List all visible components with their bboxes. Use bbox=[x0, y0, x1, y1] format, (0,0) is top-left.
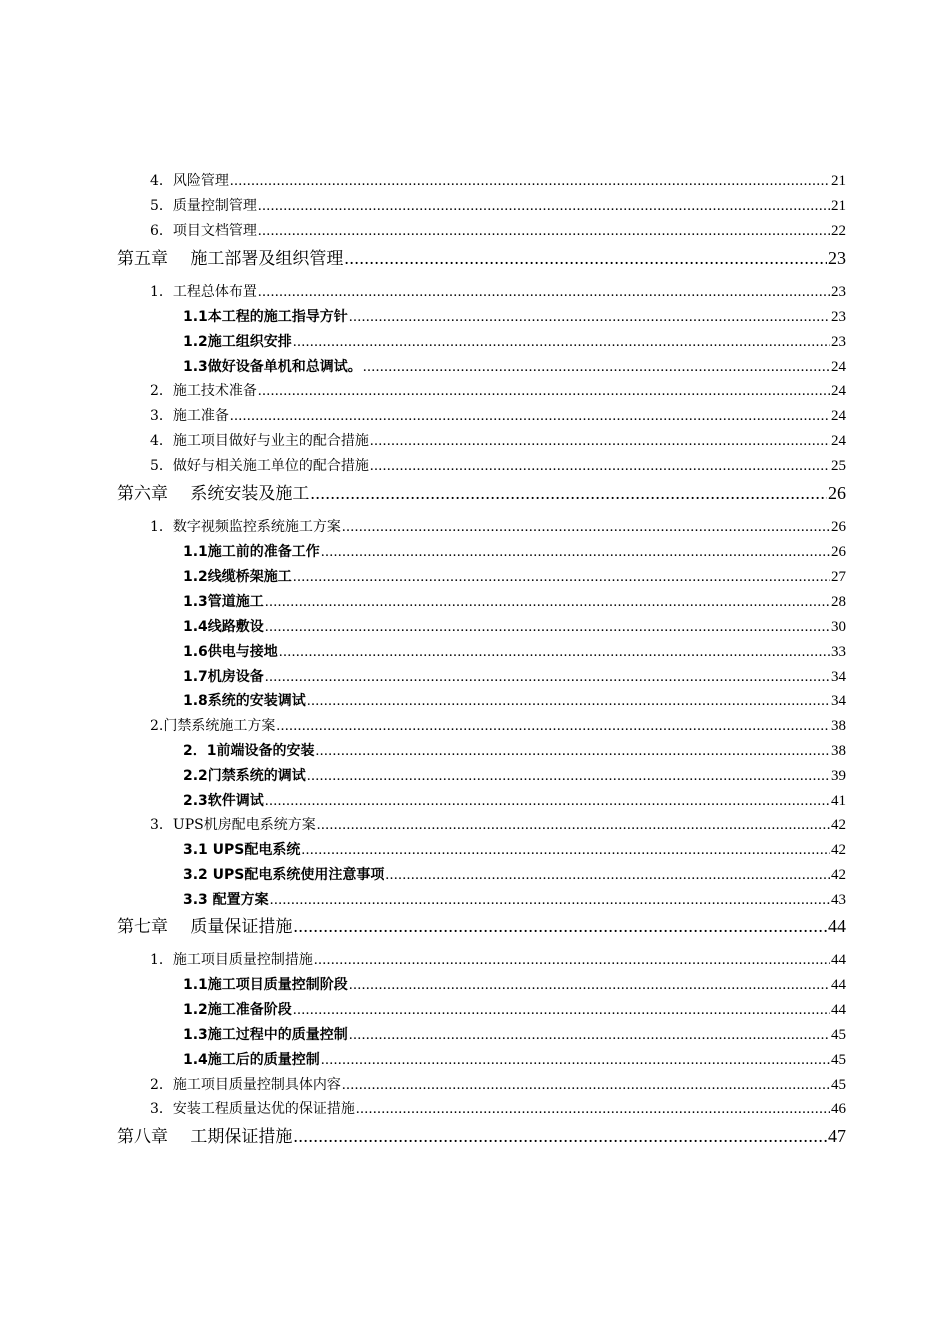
toc-subsection-entry[interactable] bbox=[183, 765, 846, 787]
toc-entry-label: 1.4线路敷设 bbox=[183, 619, 264, 635]
toc-entry-label: 1.1本工程的施工指导方针 bbox=[183, 309, 348, 325]
toc-page-number: 34 bbox=[831, 669, 846, 685]
toc-dot-leader bbox=[310, 483, 827, 504]
toc-dot-leader bbox=[293, 916, 827, 937]
toc-entry-label: 1.2线缆桥架施工 bbox=[183, 569, 292, 585]
toc-page-number: 23 bbox=[831, 334, 846, 350]
toc-page-number: 21 bbox=[831, 173, 846, 189]
toc-section-entry[interactable] bbox=[150, 380, 846, 402]
toc-entry-label: 2．施工技术准备 bbox=[150, 383, 257, 399]
toc-dot-leader bbox=[293, 334, 830, 351]
toc-entry-label: 5．做好与相关施工单位的配合措施 bbox=[150, 458, 369, 474]
toc-page-number: 41 bbox=[831, 793, 846, 809]
toc-page-number: 47 bbox=[828, 1126, 846, 1146]
toc-subsection-entry[interactable] bbox=[183, 740, 846, 762]
toc-dot-leader bbox=[270, 892, 830, 909]
toc-entry-label: 第八章 工期保证措施 bbox=[117, 1127, 293, 1147]
toc-chapter-entry[interactable] bbox=[117, 1122, 846, 1148]
toc-section-entry[interactable] bbox=[150, 814, 846, 836]
toc-dot-leader bbox=[301, 842, 830, 859]
toc-dot-leader bbox=[293, 1126, 827, 1147]
toc-subsection-entry[interactable] bbox=[183, 541, 846, 563]
toc-section-entry[interactable] bbox=[150, 949, 846, 971]
toc-section-entry[interactable] bbox=[150, 405, 846, 427]
toc-page-number: 42 bbox=[831, 817, 846, 833]
toc-chapter-entry[interactable] bbox=[117, 244, 846, 270]
toc-page-number: 24 bbox=[831, 433, 846, 449]
toc-page-number: 38 bbox=[831, 718, 846, 734]
toc-dot-leader bbox=[356, 1101, 830, 1118]
toc-subsection-entry[interactable] bbox=[183, 790, 846, 812]
toc-entry-label: 2.3软件调试 bbox=[183, 793, 264, 809]
toc-chapter-entry[interactable] bbox=[117, 479, 846, 505]
toc-entry-label: 1.3做好设备单机和总调试。 bbox=[183, 359, 362, 375]
toc-page-number: 45 bbox=[831, 1027, 846, 1043]
toc-dot-leader bbox=[321, 1052, 830, 1069]
toc-entry-label: 3．施工准备 bbox=[150, 408, 229, 424]
toc-dot-leader bbox=[265, 619, 830, 636]
toc-dot-leader bbox=[258, 284, 830, 301]
toc-page-number: 42 bbox=[831, 842, 846, 858]
toc-dot-leader bbox=[363, 359, 830, 376]
toc-entry-label: 4．施工项目做好与业主的配合措施 bbox=[150, 433, 369, 449]
toc-section-entry[interactable] bbox=[150, 1074, 846, 1096]
toc-chapter-entry[interactable] bbox=[117, 912, 846, 938]
toc-section-entry[interactable] bbox=[150, 430, 846, 452]
toc-subsection-entry[interactable] bbox=[183, 999, 846, 1021]
toc-page-number: 39 bbox=[831, 768, 846, 784]
toc-dot-leader bbox=[293, 569, 830, 586]
toc-entry-label: 3．UPS机房配电系统方案 bbox=[150, 817, 316, 833]
toc-entry-label: 第六章 系统安装及施工 bbox=[117, 484, 310, 504]
toc-page-number: 30 bbox=[831, 619, 846, 635]
toc-page-number: 22 bbox=[831, 223, 846, 239]
toc-entry-label: 3.2 UPS配电系统使用注意事项 bbox=[183, 867, 385, 883]
toc-entry-label: 第七章 质量保证措施 bbox=[117, 917, 293, 937]
toc-dot-leader bbox=[349, 309, 830, 326]
toc-dot-leader bbox=[258, 383, 830, 400]
toc-dot-leader bbox=[265, 669, 830, 686]
toc-entry-label: 1．施工项目质量控制措施 bbox=[150, 952, 313, 968]
toc-entry-label: 1.4施工后的质量控制 bbox=[183, 1052, 320, 1068]
toc-page-number: 34 bbox=[831, 693, 846, 709]
toc-entry-label: 1.3管道施工 bbox=[183, 594, 264, 610]
toc-entry-label: 3．安装工程质量达优的保证措施 bbox=[150, 1101, 355, 1117]
toc-page-number: 33 bbox=[831, 644, 846, 660]
toc-page-number: 28 bbox=[831, 594, 846, 610]
toc-subsection-entry[interactable] bbox=[183, 864, 846, 886]
toc-dot-leader bbox=[344, 248, 827, 269]
toc-subsection-entry[interactable] bbox=[183, 690, 846, 712]
toc-section-entry[interactable] bbox=[150, 455, 846, 477]
toc-page-number: 44 bbox=[828, 916, 846, 936]
toc-page-number: 26 bbox=[831, 519, 846, 535]
toc-dot-leader bbox=[258, 198, 830, 215]
toc-entry-label: 6．项目文档管理 bbox=[150, 223, 257, 239]
toc-dot-leader bbox=[370, 433, 830, 450]
toc-section-entry[interactable] bbox=[150, 1098, 846, 1120]
toc-subsection-entry[interactable] bbox=[183, 566, 846, 588]
toc-subsection-entry[interactable] bbox=[183, 641, 846, 663]
toc-subsection-entry[interactable] bbox=[183, 839, 846, 861]
toc-dot-leader bbox=[293, 1002, 830, 1019]
toc-dot-leader bbox=[265, 594, 830, 611]
toc-dot-leader bbox=[265, 793, 830, 810]
toc-dot-leader bbox=[321, 544, 830, 561]
toc-entry-label: 1.7机房设备 bbox=[183, 669, 264, 685]
toc-page-number: 21 bbox=[831, 198, 846, 214]
toc-page-number: 46 bbox=[831, 1101, 846, 1117]
toc-dot-leader bbox=[349, 1027, 830, 1044]
toc-section-entry[interactable] bbox=[150, 715, 846, 737]
toc-page-number: 24 bbox=[831, 359, 846, 375]
toc-page-number: 23 bbox=[831, 284, 846, 300]
toc-page-number: 38 bbox=[831, 743, 846, 759]
toc-page-number: 26 bbox=[828, 483, 846, 503]
toc-dot-leader bbox=[279, 644, 830, 661]
toc-entry-label: 2.门禁系统施工方案 bbox=[150, 718, 276, 734]
toc-subsection-entry[interactable] bbox=[183, 306, 846, 328]
toc-subsection-entry[interactable] bbox=[183, 666, 846, 688]
toc-entry-label: 1.1施工项目质量控制阶段 bbox=[183, 977, 348, 993]
toc-subsection-entry[interactable] bbox=[183, 331, 846, 353]
toc-page-number: 45 bbox=[831, 1077, 846, 1093]
toc-subsection-entry[interactable] bbox=[183, 889, 846, 911]
toc-dot-leader bbox=[307, 768, 830, 785]
toc-entry-label: 5．质量控制管理 bbox=[150, 198, 257, 214]
toc-subsection-entry[interactable] bbox=[183, 974, 846, 996]
toc-page-number: 43 bbox=[831, 892, 846, 908]
toc-dot-leader bbox=[342, 519, 830, 536]
toc-page-number: 25 bbox=[831, 458, 846, 474]
toc-dot-leader bbox=[276, 718, 830, 735]
toc-section-entry[interactable] bbox=[150, 195, 846, 217]
toc-subsection-entry[interactable] bbox=[183, 591, 846, 613]
toc-page-number: 23 bbox=[831, 309, 846, 325]
toc-page-number: 27 bbox=[831, 569, 846, 585]
toc-dot-leader bbox=[315, 743, 830, 760]
toc-page-number: 26 bbox=[831, 544, 846, 560]
toc-section-entry[interactable] bbox=[150, 516, 846, 538]
toc-dot-leader bbox=[258, 223, 830, 240]
toc-entry-label: 1.6供电与接地 bbox=[183, 644, 278, 660]
toc-entry-label: 1.1施工前的准备工作 bbox=[183, 544, 320, 560]
toc-entry-label: 2．1前端设备的安装 bbox=[183, 743, 315, 759]
toc-entry-label: 2．施工项目质量控制具体内容 bbox=[150, 1077, 341, 1093]
toc-page-number: 42 bbox=[831, 867, 846, 883]
toc-subsection-entry[interactable] bbox=[183, 1024, 846, 1046]
toc-page-number: 44 bbox=[831, 952, 846, 968]
toc-dot-leader bbox=[317, 817, 830, 834]
toc-entry-label: 3.1 UPS配电系统 bbox=[183, 842, 301, 858]
toc-entry-label: 3.3 配置方案 bbox=[183, 892, 269, 908]
toc-dot-leader bbox=[370, 458, 830, 475]
toc-entry-label: 1.2施工准备阶段 bbox=[183, 1002, 292, 1018]
toc-entry-label: 第五章 施工部署及组织管理 bbox=[117, 249, 344, 269]
toc-subsection-entry[interactable] bbox=[183, 616, 846, 638]
toc-entry-label: 1.8系统的安装调试 bbox=[183, 693, 306, 709]
toc-section-entry[interactable] bbox=[150, 220, 846, 242]
toc-page-number: 44 bbox=[831, 977, 846, 993]
toc-subsection-entry[interactable] bbox=[183, 356, 846, 378]
toc-page-number: 45 bbox=[831, 1052, 846, 1068]
toc-page-number: 23 bbox=[828, 248, 846, 268]
toc-dot-leader bbox=[349, 977, 830, 994]
toc-entry-label: 1.3施工过程中的质量控制 bbox=[183, 1027, 348, 1043]
toc-dot-leader bbox=[230, 408, 830, 425]
toc-dot-leader bbox=[385, 867, 830, 884]
toc-entry-label: 1．工程总体布置 bbox=[150, 284, 257, 300]
toc-entry-label: 4．风险管理 bbox=[150, 173, 229, 189]
toc-page-number: 24 bbox=[831, 408, 846, 424]
toc-page-number: 24 bbox=[831, 383, 846, 399]
toc-section-entry[interactable] bbox=[150, 281, 846, 303]
toc-dot-leader bbox=[307, 693, 830, 710]
toc-page-number: 44 bbox=[831, 1002, 846, 1018]
toc-entry-label: 2.2门禁系统的调试 bbox=[183, 768, 306, 784]
toc-entry-label: 1．数字视频监控系统施工方案 bbox=[150, 519, 341, 535]
toc-section-entry[interactable] bbox=[150, 170, 846, 192]
toc-subsection-entry[interactable] bbox=[183, 1049, 846, 1071]
toc-dot-leader bbox=[230, 173, 830, 190]
toc-dot-leader bbox=[342, 1077, 830, 1094]
toc-entry-label: 1.2施工组织安排 bbox=[183, 334, 292, 350]
toc-dot-leader bbox=[314, 952, 830, 969]
